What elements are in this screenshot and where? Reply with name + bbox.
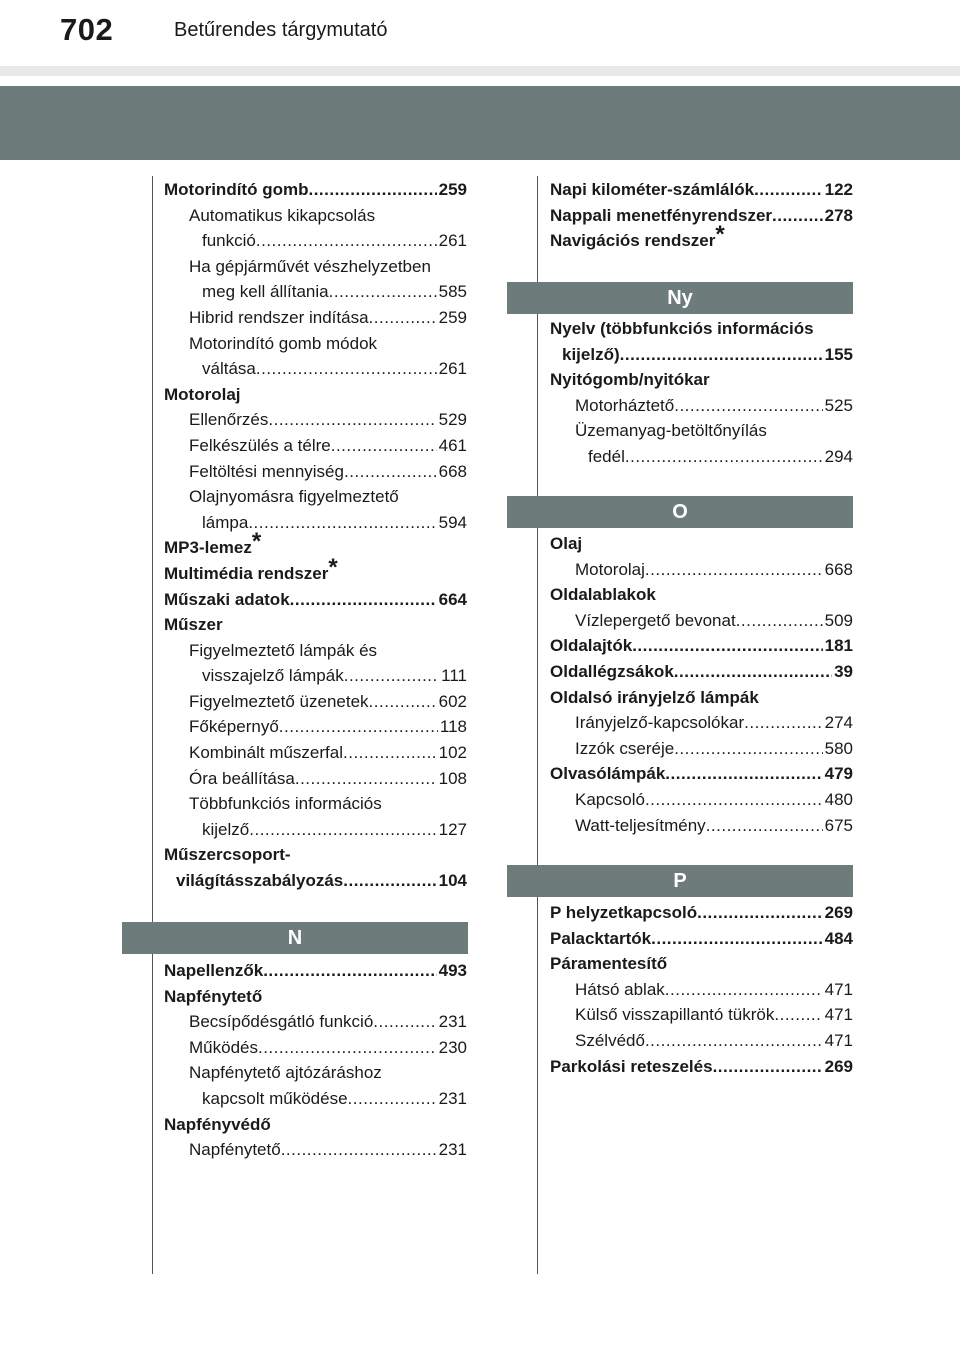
index-entry: Oldalsó irányjelző lámpák [550, 687, 759, 707]
index-subentry: kapcsolt működése ..... 231 [164, 1086, 467, 1112]
index-subentry: meg kell állítania ..... 585 [164, 279, 467, 305]
index-entry: Oldalablakok [550, 585, 656, 605]
index-entry: Műszercsoport- [164, 845, 291, 865]
index-entry: Nappali menetfényrendszer ..... 278 [550, 203, 853, 229]
index-subentry: Vízlepergető bevonat ..... 509 [550, 608, 853, 634]
index-entry: Napellenzők ..... 493 [164, 958, 467, 984]
index-entry: Napfénytető [164, 986, 263, 1006]
index-entry: Páramentesítő [550, 954, 668, 974]
right-column-o [550, 531, 853, 838]
index-subentry: Hátsó ablak ..... 471 [550, 977, 853, 1003]
index-subentry: Hibrid rendszer indítása ..... 259 [164, 305, 467, 331]
index-subentry: funkció ..... 261 [164, 228, 467, 254]
index-subentry: fedél ..... 294 [550, 444, 853, 470]
index-subentry: Üzemanyag-betöltőnyílás [575, 421, 767, 441]
index-subentry: Becsípődésgátló funkció ..... 231 [164, 1009, 467, 1035]
index-entry: Oldalajtók ..... 181 [550, 633, 853, 659]
index-subentry: kijelző ..... 127 [164, 817, 467, 843]
index-entry: Műszer [164, 615, 223, 635]
right-column-p [550, 900, 853, 1079]
index-subentry: Figyelmeztető lámpák és [189, 640, 378, 660]
index-subentry: Izzók cseréje ..... 580 [550, 736, 853, 762]
header-band [0, 86, 960, 160]
page-header [0, 0, 960, 76]
index-subentry: Működés ..... 230 [164, 1035, 467, 1061]
index-subentry: lámpa ..... 594 [164, 510, 467, 536]
index-entry: Palacktartók ..... 484 [550, 926, 853, 952]
left-column-rule [152, 176, 153, 1274]
index-entry: Napi kilométer-számlálók ..... 122 [550, 177, 853, 203]
index-entry: Olvasólámpák ..... 479 [550, 761, 853, 787]
section-header-o: O [507, 496, 853, 528]
index-entry: Műszaki adatok ..... 664 [164, 587, 467, 613]
index-subentry: Főképernyő ..... 118 [164, 714, 467, 740]
index-subentry: Felkészülés a télre ..... 461 [164, 433, 467, 459]
asterisk-icon: * [328, 553, 338, 581]
index-subentry: váltása ..... 261 [164, 356, 467, 382]
page-title: Betűrendes tárgymutató [174, 19, 388, 41]
index-entry: Motorolaj [164, 384, 241, 404]
asterisk-icon: * [715, 221, 725, 249]
index-subentry: Figyelmeztető üzenetek ..... 602 [164, 689, 467, 715]
index-subentry: Motorindító gomb módok [189, 333, 378, 353]
right-column-rule [537, 176, 538, 1274]
index-subentry: Olajnyomásra figyelmeztető [189, 487, 399, 507]
index-subentry: Külső visszapillantó tükrök ..... 471 [550, 1002, 853, 1028]
index-entry: Parkolási reteszelés ..... 269 [550, 1054, 853, 1080]
index-entry: Nyelv (többfunkciós információs [550, 319, 814, 338]
section-header-p: P [507, 865, 853, 897]
right-column-top [550, 177, 853, 254]
index-subentry: Többfunkciós információs [189, 794, 382, 814]
index-entry: P helyzetkapcsoló ..... 269 [550, 900, 853, 926]
index-subentry: Ha gépjárművét vészhelyzetben [189, 256, 431, 276]
index-entry: Oldallégzsákok ..... 39 [550, 659, 853, 685]
right-column-ny [550, 316, 853, 470]
index-subentry: Motorháztető ..... 525 [550, 393, 853, 419]
left-column-n [164, 958, 467, 1163]
index-entry: Nyitógomb/nyitókar [550, 370, 710, 390]
left-column-top [164, 177, 467, 894]
index-entry: Multimédia rendszer* [164, 553, 338, 583]
section-header-ny: Ny [507, 282, 853, 314]
index-entry: Napfényvédő [164, 1114, 271, 1134]
index-entry: Olaj [550, 534, 583, 553]
index-subentry: Napfénytető ..... 231 [164, 1137, 467, 1163]
index-entry: Motorindító gomb ..... 259 [164, 177, 467, 203]
header-strip [0, 66, 960, 76]
index-subentry: Feltöltési mennyiség ..... 668 [164, 459, 467, 485]
index-subentry: Automatikus kikapcsolás [189, 205, 376, 225]
index-subentry: Szélvédő ..... 471 [550, 1028, 853, 1054]
page-number: 702 [60, 12, 114, 47]
index-entry: MP3-lemez* [164, 528, 262, 558]
index-subentry: Watt-teljesítmény ..... 675 [550, 813, 853, 839]
index-subentry: Kombinált műszerfal ..... 102 [164, 740, 467, 766]
index-entry: világításszabályozás ..... 104 [164, 868, 467, 894]
index-entry: kijelző) ..... 155 [550, 342, 853, 368]
index-subentry: visszajelző lámpák ..... 111 [164, 663, 467, 689]
index-subentry: Ellenőrzés ..... 529 [164, 407, 467, 433]
section-header-n: N [122, 922, 468, 954]
index-subentry: Irányjelző-kapcsolókar ..... 274 [550, 710, 853, 736]
index-subentry: Óra beállítása ..... 108 [164, 766, 467, 792]
index-subentry: Kapcsoló ..... 480 [550, 787, 853, 813]
asterisk-icon: * [251, 528, 262, 556]
index-entry: Navigációs rendszer* [550, 221, 725, 251]
index-subentry: Motorolaj ..... 668 [550, 557, 853, 583]
index-subentry: Napfénytető ajtózáráshoz [189, 1063, 382, 1083]
